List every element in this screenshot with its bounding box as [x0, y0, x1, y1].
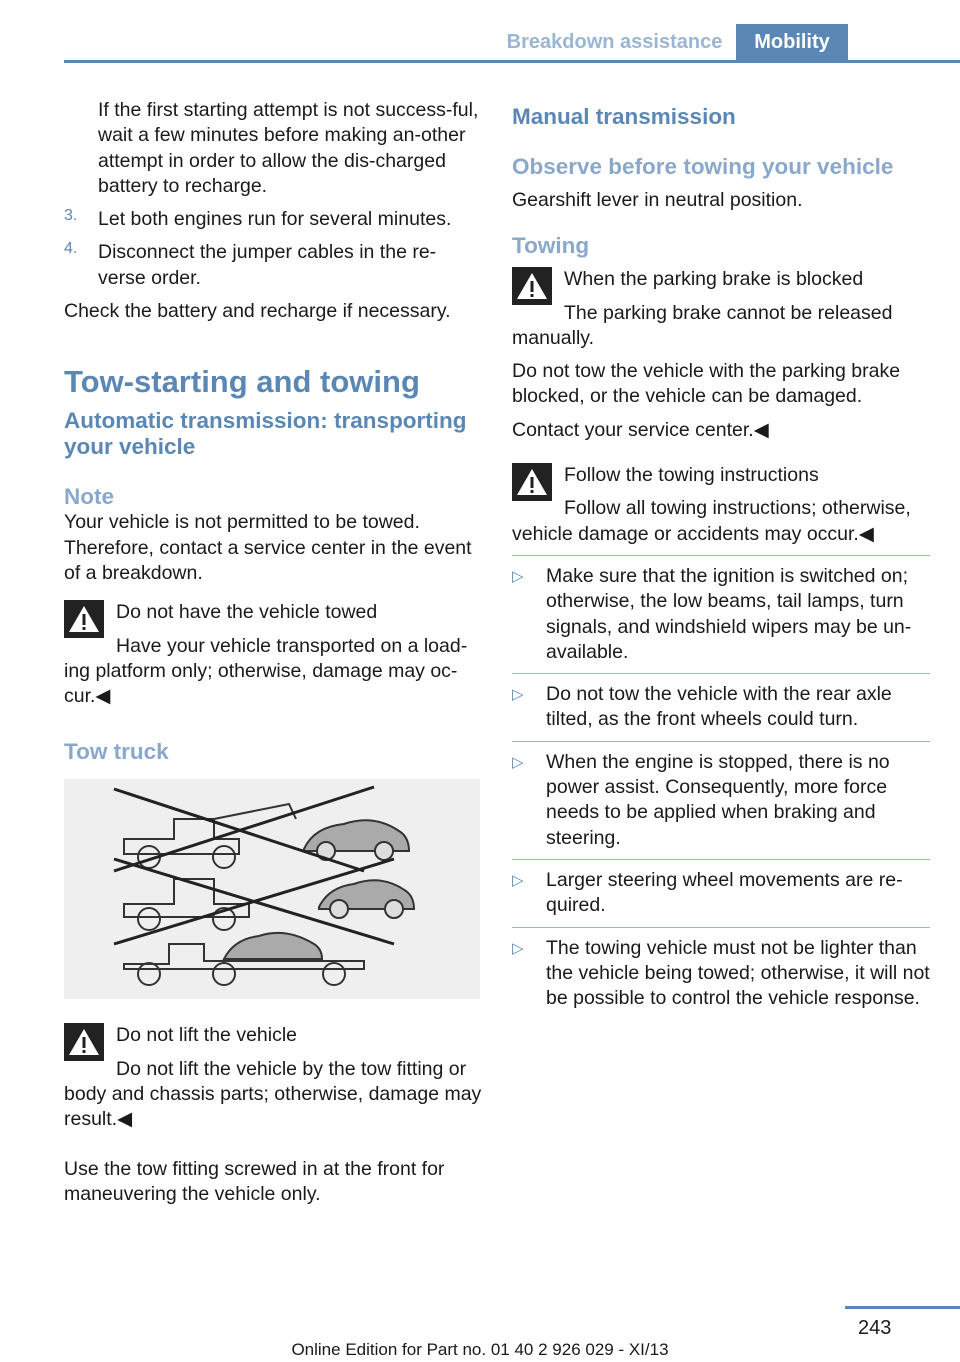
step-number: 3.	[64, 207, 78, 225]
warning-triangle-icon	[64, 600, 104, 638]
page-number: 243	[858, 1317, 892, 1339]
header-section: Breakdown assistance	[506, 31, 723, 53]
tow-truck-drawing	[64, 779, 480, 999]
observe-heading: Observe before towing your vehicle	[512, 154, 894, 179]
tow-truck-heading: Tow truck	[64, 739, 169, 765]
manual-transmission-heading: Manual transmission	[512, 104, 736, 129]
warning-triangle-icon	[512, 463, 552, 501]
bullet-text: When the engine is stopped, there is no power assist. Consequently, more force needs to be applied when braking and steering.	[546, 750, 890, 849]
bullet-marker-icon: ▷	[512, 567, 524, 585]
bullet-separator	[512, 927, 930, 928]
left-column	[64, 98, 482, 1207]
warning-title: Follow the towing instructions	[564, 464, 819, 487]
warning-text: Have your vehicle transported on a load-ing platform only; otherwise, damage may oc-cur.◀	[64, 634, 468, 708]
tow-fitting-text: Use the tow fitting screwed in at the front for maneuvering the vehicle only.	[64, 1157, 445, 1205]
edition-footer: Online Edition for Part no. 01 40 2 926 029 - XI/13	[291, 1340, 669, 1359]
warning-title: When the parking brake is blocked	[564, 268, 864, 291]
bullet-marker-icon: ▷	[512, 939, 524, 957]
warning-block	[64, 600, 482, 709]
warning-block	[64, 1023, 482, 1132]
bullet-item	[512, 564, 930, 665]
continued-step-text: If the first starting attempt is not success-ful, wait a few minutes before making an-other attempt in order to allow the dis-charged battery to recharge.	[98, 99, 479, 197]
bullet-text: Do not tow the vehicle with the rear axle tilted, as the front wheels could turn.	[546, 683, 892, 731]
section-subtitle: Automatic transmission: transporting your vehicle	[64, 408, 467, 460]
bullet-item	[512, 936, 930, 1012]
section-title: Tow-starting and towing	[64, 364, 420, 400]
note-text: Your vehicle is not permitted to be towed. Therefore, contact a service center in the event of a breakdown.	[64, 511, 472, 584]
bullet-marker-icon: ▷	[512, 871, 524, 889]
note-heading: Note	[64, 484, 114, 510]
warning-triangle-icon	[512, 267, 552, 305]
bullet-item	[512, 682, 930, 733]
parking-brake-text: Do not tow the vehicle with the parking brake blocked, or the vehicle can be damaged.	[512, 360, 901, 408]
header-chapter-tab: Mobility	[736, 24, 848, 60]
bullet-separator	[512, 555, 930, 556]
bullet-text: Larger steering wheel movements are re-quired.	[546, 868, 903, 917]
warning-block	[512, 267, 930, 351]
bullet-item	[512, 868, 930, 919]
bullet-text: The towing vehicle must not be lighter than the vehicle being towed; otherwise, it will not be possible to control the vehicle response.	[546, 936, 930, 1010]
footer-rule	[845, 1306, 960, 1309]
gearshift-text: Gearshift lever in neutral position.	[512, 189, 803, 211]
bullet-marker-icon: ▷	[512, 753, 524, 771]
warning-text: Follow all towing instructions; otherwise, vehicle damage or accidents may occur.◀	[512, 497, 911, 545]
step-item	[64, 240, 482, 291]
check-battery-text: Check the battery and recharge if necessary.	[64, 300, 451, 323]
step-text: Disconnect the jumper cables in the re-verse order.	[98, 241, 437, 289]
bullet-separator	[512, 673, 930, 674]
warning-block	[512, 463, 930, 547]
bullet-item	[512, 750, 930, 851]
bullet-text: Make sure that the ignition is switched on; otherwise, the low beams, tail lamps, turn signals, and windshield wipers may be un-available.	[546, 564, 912, 663]
warning-text: Do not lift the vehicle by the tow fitting or body and chassis parts; otherwise, damage may result.◀	[64, 1057, 482, 1131]
bullet-marker-icon: ▷	[512, 686, 524, 704]
step-text: Let both engines run for several minutes.	[98, 208, 452, 231]
bullet-separator	[512, 741, 930, 742]
warning-title: Do not have the vehicle towed	[116, 601, 378, 624]
tow-truck-illustration	[64, 779, 480, 999]
bullet-separator	[512, 859, 930, 860]
warning-triangle-icon	[64, 1023, 104, 1061]
step-number: 4.	[64, 240, 78, 258]
warning-text: The parking brake cannot be released manually.	[512, 301, 893, 349]
right-column	[512, 98, 930, 1011]
contact-service-text: Contact your service center.◀	[512, 418, 769, 441]
warning-title: Do not lift the vehicle	[116, 1024, 298, 1047]
step-item	[64, 207, 482, 232]
header-rule	[64, 60, 960, 63]
towing-heading: Towing	[512, 233, 590, 259]
